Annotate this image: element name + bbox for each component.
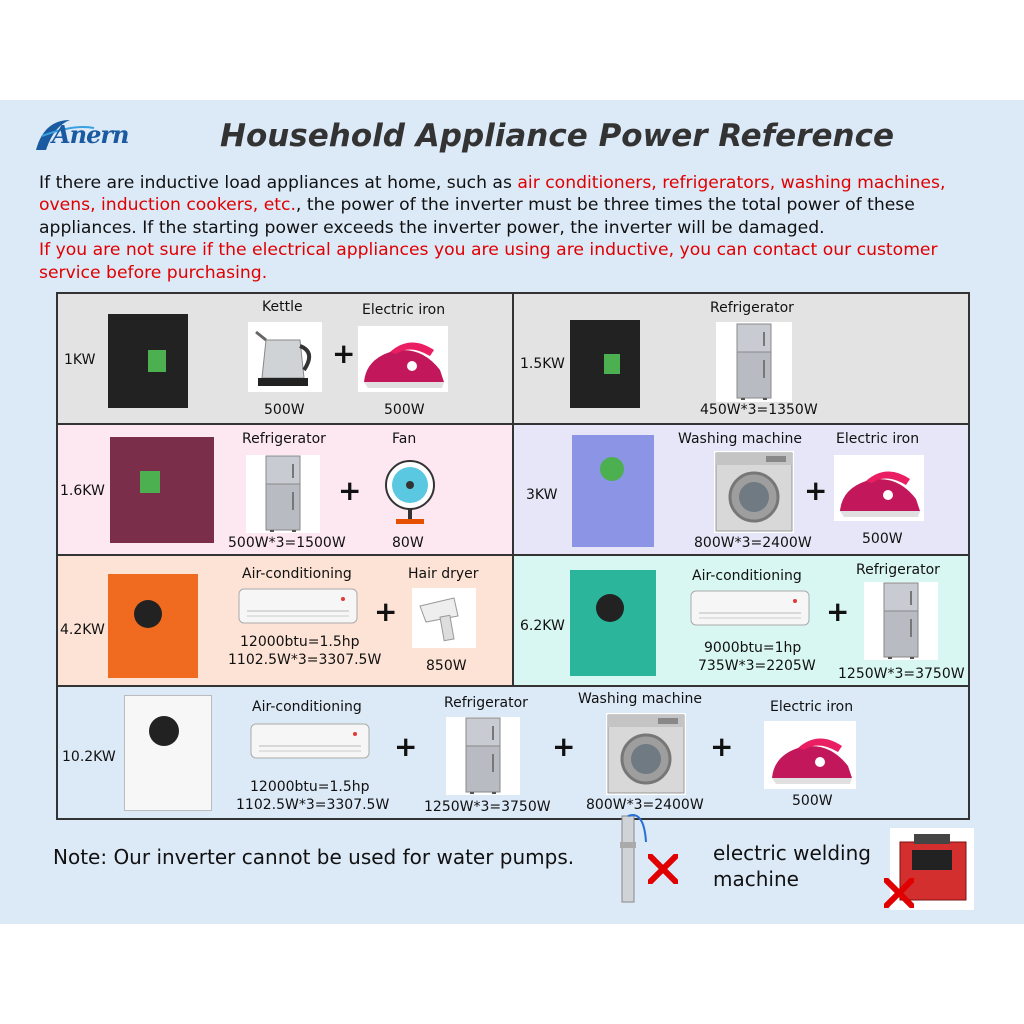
appliance-power: 1250W*3=3750W [424, 799, 551, 815]
cell-10-2kw [56, 685, 970, 820]
appliance-power: 1250W*3=3750W [838, 666, 965, 682]
power-rating: 1.5KW [520, 356, 565, 372]
welding-label-line2: machine [713, 867, 799, 891]
power-rating: 4.2KW [60, 622, 105, 638]
appliance-label: Washing machine [678, 431, 802, 447]
appliance-power: 500W [862, 531, 903, 547]
power-rating: 1.6KW [60, 483, 105, 499]
appliance-power: 800W*3=2400W [586, 797, 704, 813]
appliance-label: Air-conditioning [252, 699, 362, 715]
refrigerator-icon [446, 717, 520, 795]
inverter-1kw-image [108, 314, 188, 408]
not-allowed-icon [648, 854, 678, 884]
welding-label-line1: electric welding [713, 841, 871, 865]
iron-icon [834, 455, 924, 521]
washing-machine-icon [714, 451, 794, 533]
appliance-label: Fan [392, 431, 417, 447]
appliance-power: 800W*3=2400W [694, 535, 812, 551]
water-pump-note: Note: Our inverter cannot be used for water pumps. [53, 845, 575, 869]
fan-icon [380, 457, 440, 529]
plus-sign: + [552, 730, 576, 763]
inverter-1-5kw-image [570, 320, 640, 408]
refrigerator-icon [864, 582, 938, 660]
appliance-label: Kettle [262, 299, 303, 315]
iron-icon [358, 326, 448, 392]
appliance-label: Hair dryer [408, 566, 479, 582]
power-rating: 3KW [526, 487, 558, 503]
appliance-label: Electric iron [362, 302, 446, 318]
plus-sign: + [394, 730, 418, 763]
appliance-power: 450W*3=1350W [700, 402, 818, 418]
appliance-power: 9000btu=1hp [704, 640, 802, 656]
cell-1kw [56, 292, 514, 425]
plus-sign: + [710, 730, 734, 763]
appliance-power: 500W*3=1500W [228, 535, 346, 551]
appliance-label: Electric iron [836, 431, 920, 447]
appliance-power: 1102.5W*3=3307.5W [236, 797, 390, 813]
cell-6-2kw [512, 554, 970, 687]
appliance-label: Air-conditioning [242, 566, 352, 582]
power-rating: 1KW [64, 352, 96, 368]
cell-3kw [512, 423, 970, 556]
air-conditioner-icon [688, 588, 812, 628]
appliance-label: Air-conditioning [692, 568, 802, 584]
appliance-power: 12000btu=1.5hp [240, 634, 360, 650]
appliance-power: 80W [392, 535, 424, 551]
plus-sign: + [826, 595, 850, 628]
appliance-power: 500W [792, 793, 833, 809]
appliance-label: Refrigerator [242, 431, 326, 447]
plus-sign: + [374, 595, 398, 628]
appliance-label: Refrigerator [444, 695, 528, 711]
inverter-10-2kw-image [124, 695, 212, 811]
appliance-power: 500W [264, 402, 305, 418]
appliance-power: 500W [384, 402, 425, 418]
air-conditioner-icon [246, 721, 374, 761]
refrigerator-icon [246, 455, 320, 533]
air-conditioner-icon [236, 586, 360, 626]
iron-icon [764, 721, 856, 789]
inverter-4-2kw-image [108, 574, 198, 678]
cell-1-6kw [56, 423, 514, 556]
poster [0, 100, 1024, 924]
inverter-6-2kw-image [570, 570, 656, 676]
appliance-power: 850W [426, 658, 467, 674]
water-pump-icon [608, 812, 648, 910]
not-allowed-icon [884, 878, 914, 908]
appliance-label: Refrigerator [856, 562, 940, 578]
appliance-power: 1102.5W*3=3307.5W [228, 652, 382, 668]
cell-4-2kw [56, 554, 514, 687]
intro-text: If there are inductive load appliances at home, such as air conditioners, refrigerators, washing machines, ovens, induction cookers, etc., the power of the inverter must be three times the total power of these appliances. If the starting power exceeds the inverter power, the inverter will be damaged. If you are not sure if the electrical appliances you are using are inductive, you can contact our customer service before purchasing. [39, 173, 946, 283]
inverter-3kw-image [572, 435, 654, 547]
appliance-label: Electric iron [770, 699, 854, 715]
washing-machine-icon [606, 713, 686, 795]
appliance-power: 735W*3=2205W [698, 658, 816, 674]
kettle-icon [248, 322, 322, 392]
inverter-1-6kw-image [110, 437, 214, 543]
refrigerator-icon [716, 322, 792, 402]
appliance-label: Washing machine [578, 691, 702, 707]
cell-1-5kw [512, 292, 970, 425]
welding-machine-note [713, 840, 871, 892]
brand-name: Anern [52, 120, 129, 149]
appliance-power: 12000btu=1.5hp [250, 779, 370, 795]
power-rating: 10.2KW [62, 749, 116, 765]
appliance-label: Refrigerator [710, 300, 794, 316]
plus-sign: + [332, 337, 356, 370]
plus-sign: + [804, 474, 828, 507]
page-title: Household Appliance Power Reference [220, 118, 894, 154]
hair-dryer-icon [412, 588, 476, 648]
plus-sign: + [338, 474, 362, 507]
power-rating: 6.2KW [520, 618, 565, 634]
